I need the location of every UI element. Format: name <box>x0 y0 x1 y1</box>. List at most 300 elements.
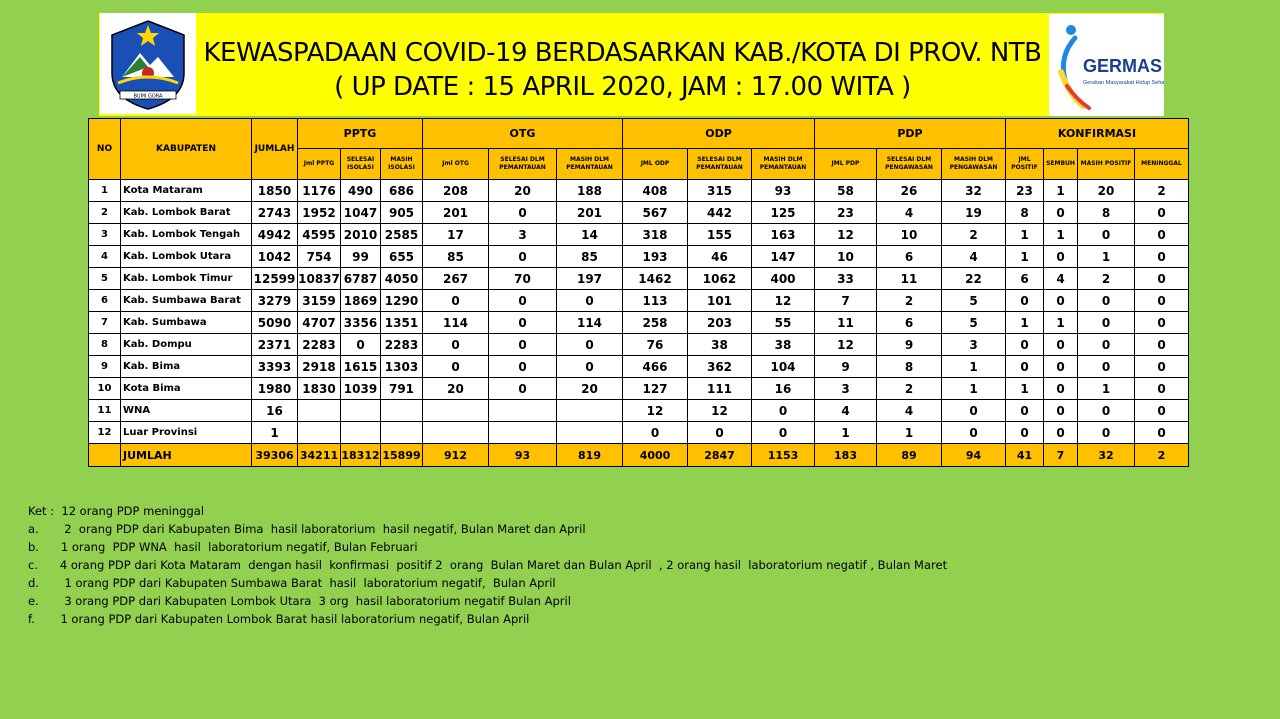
table-cell: 0 <box>489 312 557 334</box>
table-body <box>89 180 1189 467</box>
row-number: 12 <box>89 422 121 444</box>
total-cell: 18312 <box>341 444 381 467</box>
table-cell: 193 <box>623 246 688 268</box>
row-kabupaten: Kab. Lombok Timur <box>121 268 252 290</box>
table-cell: 23 <box>1006 180 1044 202</box>
total-cell: 4000 <box>623 444 688 467</box>
table-cell: 1 <box>252 422 298 444</box>
table-cell: 0 <box>1135 312 1189 334</box>
table-cell: 318 <box>623 224 688 246</box>
table-cell: 9 <box>877 334 942 356</box>
table-cell: 0 <box>942 400 1006 422</box>
table-cell: 104 <box>752 356 815 378</box>
row-number: 8 <box>89 334 121 356</box>
table-row <box>89 356 1189 378</box>
row-number: 1 <box>89 180 121 202</box>
table-cell: 4707 <box>298 312 341 334</box>
table-cell: 8 <box>877 356 942 378</box>
table-cell: 2743 <box>252 202 298 224</box>
total-cell: 183 <box>815 444 877 467</box>
table-cell: 20 <box>423 378 489 400</box>
table-cell: 0 <box>557 334 623 356</box>
table-cell: 0 <box>688 422 752 444</box>
table-cell: 1 <box>877 422 942 444</box>
table-cell <box>341 400 381 422</box>
table-cell: 0 <box>1135 224 1189 246</box>
row-kabupaten: Kab. Lombok Tengah <box>121 224 252 246</box>
table-cell: 201 <box>423 202 489 224</box>
table-cell: 0 <box>341 334 381 356</box>
total-cell: 94 <box>942 444 1006 467</box>
table-cell <box>381 422 423 444</box>
table-cell: 2283 <box>298 334 341 356</box>
subheader-cell: MASIH DLM PEMANTAUAN <box>557 149 623 180</box>
table-cell <box>298 422 341 444</box>
table-cell <box>489 400 557 422</box>
table-cell: 567 <box>623 202 688 224</box>
table-cell: 1039 <box>341 378 381 400</box>
row-kabupaten: Kab. Lombok Barat <box>121 202 252 224</box>
table-cell: 125 <box>752 202 815 224</box>
table-cell: 2010 <box>341 224 381 246</box>
table-cell: 6 <box>877 312 942 334</box>
subheader-cell: SELESAI ISOLASI <box>341 149 381 180</box>
table-cell: 0 <box>489 290 557 312</box>
table-cell: 267 <box>423 268 489 290</box>
table-cell: 0 <box>1006 356 1044 378</box>
subheader-cell: SELESAI DLM PEMANTAUAN <box>688 149 752 180</box>
table-cell: 0 <box>1135 202 1189 224</box>
table-cell: 0 <box>1135 290 1189 312</box>
table-cell: 0 <box>1044 202 1078 224</box>
table-cell: 93 <box>752 180 815 202</box>
table-cell: 0 <box>489 356 557 378</box>
row-number: 3 <box>89 224 121 246</box>
table-cell: 5 <box>942 312 1006 334</box>
row-number: 9 <box>89 356 121 378</box>
table-cell: 3356 <box>341 312 381 334</box>
table-cell: 4 <box>877 400 942 422</box>
table-cell: 1830 <box>298 378 341 400</box>
table-cell: 0 <box>1078 334 1135 356</box>
total-cell: 1153 <box>752 444 815 467</box>
table-cell: 101 <box>688 290 752 312</box>
table-cell: 466 <box>623 356 688 378</box>
table-row <box>89 180 1189 202</box>
table-cell: 14 <box>557 224 623 246</box>
table-cell: 0 <box>1135 422 1189 444</box>
subheader-cell: MASIH POSITIF <box>1078 149 1135 180</box>
subheader-cell: MASIH DLM PENGAWASAN <box>942 149 1006 180</box>
table-cell: 1 <box>1044 180 1078 202</box>
note-line: b. 1 orang PDP WNA hasil laboratorium negatif, Bulan Februari <box>28 540 418 554</box>
table-cell: 58 <box>815 180 877 202</box>
table-cell: 11 <box>877 268 942 290</box>
table-cell: 3393 <box>252 356 298 378</box>
table-cell: 2918 <box>298 356 341 378</box>
table-cell: 1176 <box>298 180 341 202</box>
header-no: NO <box>89 119 121 180</box>
table-cell: 12599 <box>252 268 298 290</box>
table-cell: 16 <box>752 378 815 400</box>
table-cell: 163 <box>752 224 815 246</box>
table-cell: 20 <box>489 180 557 202</box>
table-cell: 686 <box>381 180 423 202</box>
table-cell: 38 <box>752 334 815 356</box>
germas-tagline-text: Gerakan Masyarakat Hidup Sehat <box>1083 80 1164 86</box>
table-cell: 0 <box>557 356 623 378</box>
table-cell: 1 <box>1006 246 1044 268</box>
table-cell: 2 <box>942 224 1006 246</box>
table-cell: 1 <box>1078 378 1135 400</box>
table-cell: 3 <box>489 224 557 246</box>
germas-figure-icon <box>1049 14 1164 116</box>
subheader-cell: Jml OTG <box>423 149 489 180</box>
table-cell: 1 <box>815 422 877 444</box>
table-cell: 1303 <box>381 356 423 378</box>
table-cell: 0 <box>1078 400 1135 422</box>
table-cell: 0 <box>489 246 557 268</box>
ntb-province-logo <box>100 13 196 114</box>
table-cell: 0 <box>1006 400 1044 422</box>
germas-logo <box>1049 14 1164 116</box>
table-cell: 0 <box>423 356 489 378</box>
table-cell: 4 <box>1044 268 1078 290</box>
table-cell: 17 <box>423 224 489 246</box>
table-cell: 0 <box>1044 334 1078 356</box>
table-cell: 2 <box>877 378 942 400</box>
table-cell: 4 <box>877 202 942 224</box>
row-kabupaten: Kab. Sumbawa Barat <box>121 290 252 312</box>
table-cell: 0 <box>1135 268 1189 290</box>
table-cell: 6 <box>877 246 942 268</box>
note-line: e. 3 orang PDP dari Kabupaten Lombok Utara 3 org hasil laboratorium negatif Bulan April <box>28 594 571 608</box>
table-cell: 8 <box>1078 202 1135 224</box>
table-cell: 7 <box>815 290 877 312</box>
table-cell: 442 <box>688 202 752 224</box>
table-cell: 12 <box>815 224 877 246</box>
table-cell: 127 <box>623 378 688 400</box>
table-cell: 1 <box>1078 246 1135 268</box>
row-number: 6 <box>89 290 121 312</box>
total-cell: 819 <box>557 444 623 467</box>
row-kabupaten: Kab. Bima <box>121 356 252 378</box>
table-cell: 1462 <box>623 268 688 290</box>
table-cell: 2 <box>1078 268 1135 290</box>
table-cell: 0 <box>942 422 1006 444</box>
table-cell: 2 <box>1135 180 1189 202</box>
total-cell: 2847 <box>688 444 752 467</box>
table-cell: 315 <box>688 180 752 202</box>
table-row <box>89 224 1189 246</box>
table-row <box>89 268 1189 290</box>
table-cell: 0 <box>1006 422 1044 444</box>
total-cell: 89 <box>877 444 942 467</box>
table-cell: 0 <box>1135 356 1189 378</box>
row-number: 2 <box>89 202 121 224</box>
table-cell: 0 <box>1135 246 1189 268</box>
table-cell: 32 <box>942 180 1006 202</box>
row-kabupaten: Luar Provinsi <box>121 422 252 444</box>
table-cell: 12 <box>815 334 877 356</box>
table-cell: 0 <box>1006 290 1044 312</box>
province-emblem-icon <box>100 13 196 114</box>
header-group-konfirmasi: KONFIRMASI <box>1006 119 1189 149</box>
table-cell: 12 <box>752 290 815 312</box>
table-cell: 0 <box>752 400 815 422</box>
table-cell: 22 <box>942 268 1006 290</box>
total-label: JUMLAH <box>121 444 252 467</box>
table-cell: 76 <box>623 334 688 356</box>
table-cell: 20 <box>1078 180 1135 202</box>
table-cell <box>423 422 489 444</box>
table-cell: 10 <box>815 246 877 268</box>
table-cell: 4595 <box>298 224 341 246</box>
total-cell: 7 <box>1044 444 1078 467</box>
subheader-cell: MASIH ISOLASI <box>381 149 423 180</box>
table-cell: 188 <box>557 180 623 202</box>
table-cell: 1952 <box>298 202 341 224</box>
table-cell: 4 <box>942 246 1006 268</box>
header-group-otg: OTG <box>423 119 623 149</box>
table-cell: 5090 <box>252 312 298 334</box>
title-line-2: ( UP DATE : 15 APRIL 2020, JAM : 17.00 WITA ) <box>334 72 911 102</box>
subheader-cell: JML POSITIF <box>1006 149 1044 180</box>
note-line: c. 4 orang PDP dari Kota Mataram dengan hasil konfirmasi positif 2 orang Bulan Maret dan Bulan April , 2 orang hasil laboratorium negatif , Bulan Maret <box>28 558 948 572</box>
table-cell: 1351 <box>381 312 423 334</box>
table-cell <box>423 400 489 422</box>
note-line: d. 1 orang PDP dari Kabupaten Sumbawa Barat hasil laboratorium negatif, Bulan April <box>28 576 556 590</box>
table-row <box>89 422 1189 444</box>
row-kabupaten: Kab. Sumbawa <box>121 312 252 334</box>
table-row <box>89 246 1189 268</box>
table-cell: 0 <box>489 334 557 356</box>
row-kabupaten: Kota Mataram <box>121 180 252 202</box>
table-cell: 0 <box>1135 378 1189 400</box>
table-cell: 791 <box>381 378 423 400</box>
table-cell: 408 <box>623 180 688 202</box>
table-cell: 1 <box>942 378 1006 400</box>
row-kabupaten: WNA <box>121 400 252 422</box>
table-cell: 113 <box>623 290 688 312</box>
table-cell: 3279 <box>252 290 298 312</box>
subheader-cell: SELESAI DLM PENGAWASAN <box>877 149 942 180</box>
row-kabupaten: Kab. Dompu <box>121 334 252 356</box>
table-cell: 2371 <box>252 334 298 356</box>
total-blank-cell <box>89 444 121 467</box>
table-cell: 2 <box>877 290 942 312</box>
table-row <box>89 202 1189 224</box>
covid-table-container <box>88 118 1189 467</box>
title-line-1: KEWASPADAAN COVID-19 BERDASARKAN KAB./KOTA DI PROV. NTB <box>203 38 1042 68</box>
table-cell: 0 <box>623 422 688 444</box>
total-cell: 93 <box>489 444 557 467</box>
row-kabupaten: Kab. Lombok Utara <box>121 246 252 268</box>
table-cell: 258 <box>623 312 688 334</box>
table-row <box>89 290 1189 312</box>
table-cell: 2283 <box>381 334 423 356</box>
table-cell: 155 <box>688 224 752 246</box>
table-cell: 905 <box>381 202 423 224</box>
total-cell: 34211 <box>298 444 341 467</box>
table-cell: 1 <box>1006 378 1044 400</box>
table-cell: 0 <box>1078 356 1135 378</box>
table-cell: 99 <box>341 246 381 268</box>
table-cell: 0 <box>423 334 489 356</box>
table-cell: 11 <box>815 312 877 334</box>
covid-table <box>88 118 1189 467</box>
table-cell <box>557 422 623 444</box>
table-cell: 0 <box>1044 290 1078 312</box>
table-cell: 1042 <box>252 246 298 268</box>
table-cell: 38 <box>688 334 752 356</box>
table-cell: 197 <box>557 268 623 290</box>
row-number: 10 <box>89 378 121 400</box>
table-cell: 0 <box>423 290 489 312</box>
table-cell: 9 <box>815 356 877 378</box>
table-cell: 0 <box>1135 334 1189 356</box>
note-line: Ket : 12 orang PDP meninggal <box>28 504 205 518</box>
table-cell: 8 <box>1006 202 1044 224</box>
table-cell: 70 <box>489 268 557 290</box>
germas-brand-text: GERMAS <box>1083 56 1163 76</box>
table-cell: 655 <box>381 246 423 268</box>
row-number: 4 <box>89 246 121 268</box>
table-cell: 6787 <box>341 268 381 290</box>
logo-text: BUMI GORA <box>133 93 163 100</box>
table-cell: 1047 <box>341 202 381 224</box>
table-cell: 400 <box>752 268 815 290</box>
table-cell: 5 <box>942 290 1006 312</box>
subheader-cell: SELESAI DLM PEMANTAUAN <box>489 149 557 180</box>
table-cell: 23 <box>815 202 877 224</box>
table-cell: 1 <box>942 356 1006 378</box>
table-cell: 3 <box>942 334 1006 356</box>
total-cell: 2 <box>1135 444 1189 467</box>
table-row <box>89 312 1189 334</box>
table-cell: 55 <box>752 312 815 334</box>
table-cell: 20 <box>557 378 623 400</box>
table-cell: 85 <box>423 246 489 268</box>
table-cell: 0 <box>1006 334 1044 356</box>
header-jumlah: JUMLAH <box>252 119 298 180</box>
total-cell: 15899 <box>381 444 423 467</box>
total-cell: 912 <box>423 444 489 467</box>
table-cell: 1290 <box>381 290 423 312</box>
table-cell: 3 <box>815 378 877 400</box>
table-cell: 0 <box>1044 400 1078 422</box>
table-cell: 0 <box>489 202 557 224</box>
table-cell: 0 <box>1078 290 1135 312</box>
table-cell: 114 <box>557 312 623 334</box>
table-cell <box>557 400 623 422</box>
table-cell <box>381 400 423 422</box>
table-cell: 0 <box>752 422 815 444</box>
table-cell: 1 <box>1006 224 1044 246</box>
table-cell: 4050 <box>381 268 423 290</box>
table-cell: 1 <box>1044 224 1078 246</box>
table-cell: 26 <box>877 180 942 202</box>
table-cell: 0 <box>1044 422 1078 444</box>
note-line: f. 1 orang PDP dari Kabupaten Lombok Barat hasil laboratorium negatif, Bulan April <box>28 612 530 626</box>
table-cell: 0 <box>557 290 623 312</box>
table-cell: 46 <box>688 246 752 268</box>
table-cell: 1980 <box>252 378 298 400</box>
table-cell: 1615 <box>341 356 381 378</box>
total-cell: 32 <box>1078 444 1135 467</box>
table-cell: 114 <box>423 312 489 334</box>
table-cell: 10 <box>877 224 942 246</box>
table-cell: 0 <box>1044 356 1078 378</box>
table-cell: 2585 <box>381 224 423 246</box>
table-cell <box>489 422 557 444</box>
table-cell: 203 <box>688 312 752 334</box>
subheader-cell: MENINGGAL <box>1135 149 1189 180</box>
header-group-pptg: PPTG <box>298 119 423 149</box>
table-cell: 0 <box>1078 422 1135 444</box>
subheader-cell: JML ODP <box>623 149 688 180</box>
table-cell: 12 <box>623 400 688 422</box>
table-cell: 3159 <box>298 290 341 312</box>
total-row <box>89 444 1189 467</box>
table-cell: 4 <box>815 400 877 422</box>
table-cell: 490 <box>341 180 381 202</box>
table-cell: 19 <box>942 202 1006 224</box>
row-kabupaten: Kota Bima <box>121 378 252 400</box>
table-cell: 201 <box>557 202 623 224</box>
table-cell: 0 <box>1044 378 1078 400</box>
table-cell: 1869 <box>341 290 381 312</box>
table-row <box>89 334 1189 356</box>
table-cell: 1 <box>1044 312 1078 334</box>
table-cell: 12 <box>688 400 752 422</box>
table-cell: 362 <box>688 356 752 378</box>
table-cell: 1062 <box>688 268 752 290</box>
header-group-odp: ODP <box>623 119 815 149</box>
page-title <box>196 36 1049 104</box>
table-cell: 111 <box>688 378 752 400</box>
table-cell: 1850 <box>252 180 298 202</box>
table-cell: 33 <box>815 268 877 290</box>
table-cell: 0 <box>1078 224 1135 246</box>
subheader-cell: SEMBUH <box>1044 149 1078 180</box>
subheader-cell: MASIH DLM PEMANTAUAN <box>752 149 815 180</box>
row-number: 7 <box>89 312 121 334</box>
total-cell: 41 <box>1006 444 1044 467</box>
table-cell: 16 <box>252 400 298 422</box>
note-line: a. 2 orang PDP dari Kabupaten Bima hasil laboratorium hasil negatif, Bulan Maret dan April <box>28 522 586 536</box>
header-group-pdp: PDP <box>815 119 1006 149</box>
total-cell: 39306 <box>252 444 298 467</box>
table-cell: 6 <box>1006 268 1044 290</box>
table-cell: 0 <box>1078 312 1135 334</box>
table-row <box>89 400 1189 422</box>
table-cell: 85 <box>557 246 623 268</box>
table-cell: 0 <box>1044 246 1078 268</box>
table-row <box>89 378 1189 400</box>
subheader-cell: JML PDP <box>815 149 877 180</box>
notes-section <box>28 502 1128 628</box>
row-number: 5 <box>89 268 121 290</box>
table-cell: 0 <box>1135 400 1189 422</box>
table-cell: 208 <box>423 180 489 202</box>
subheader-cell: Jml PPTG <box>298 149 341 180</box>
table-cell: 0 <box>489 378 557 400</box>
table-cell: 147 <box>752 246 815 268</box>
table-cell <box>298 400 341 422</box>
row-number: 11 <box>89 400 121 422</box>
table-cell <box>341 422 381 444</box>
